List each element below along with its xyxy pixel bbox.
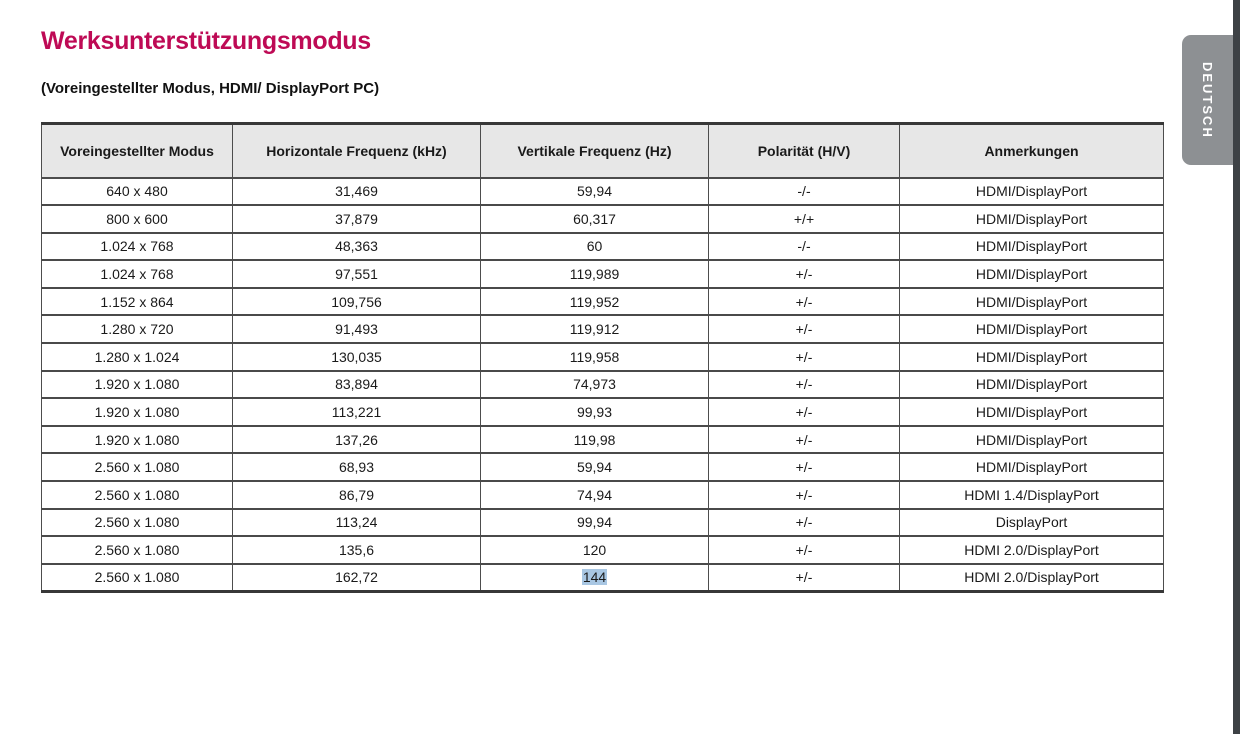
table-cell-polarity: +/- [709,371,900,399]
table-row [42,564,1164,592]
table-cell-remarks: HDMI/DisplayPort [900,205,1164,233]
table-cell-mode: 2.560 x 1.080 [42,564,233,592]
table-cell-h_freq: 113,24 [233,509,481,537]
table-cell-polarity: +/- [709,564,900,592]
table-row [42,509,1164,537]
table-cell-polarity: +/- [709,398,900,426]
table-cell-mode: 800 x 600 [42,205,233,233]
table-cell-mode: 1.920 x 1.080 [42,398,233,426]
table-cell-v_freq: 59,94 [481,178,709,206]
table-cell-v_freq: 60 [481,233,709,261]
selected-text-highlight: 144 [582,569,607,586]
support-mode-table [41,122,1164,593]
table-cell-h_freq: 109,756 [233,288,481,316]
table-cell-v_freq: 99,93 [481,398,709,426]
page-subtitle: (Voreingestellter Modus, HDMI/ DisplayPort PC) [41,80,380,97]
table-cell-h_freq: 130,035 [233,343,481,371]
table-cell-h_freq: 91,493 [233,315,481,343]
table-cell-polarity: +/- [709,453,900,481]
table-cell-remarks: HDMI/DisplayPort [900,315,1164,343]
table-cell-mode: 1.280 x 1.024 [42,343,233,371]
table-cell-polarity: +/- [709,315,900,343]
table-cell-polarity: +/+ [709,205,900,233]
table-cell-h_freq: 48,363 [233,233,481,261]
table-cell-remarks: HDMI 2.0/DisplayPort [900,564,1164,592]
language-tab[interactable] [1182,35,1233,165]
table-cell-remarks: HDMI/DisplayPort [900,288,1164,316]
table-row [42,260,1164,288]
table-cell-polarity: +/- [709,260,900,288]
table-cell-remarks: HDMI/DisplayPort [900,260,1164,288]
table-row [42,398,1164,426]
table-cell-mode: 1.152 x 864 [42,288,233,316]
table-row [42,481,1164,509]
table-cell-v_freq: 119,989 [481,260,709,288]
table-cell-h_freq: 31,469 [233,178,481,206]
table-row [42,453,1164,481]
table-cell-polarity: +/- [709,536,900,564]
table-cell-polarity: -/- [709,233,900,261]
table-cell-mode: 2.560 x 1.080 [42,509,233,537]
table-cell-remarks: HDMI/DisplayPort [900,398,1164,426]
table-cell-h_freq: 68,93 [233,453,481,481]
table-row [42,536,1164,564]
table-row [42,371,1164,399]
table-cell-remarks: HDMI/DisplayPort [900,233,1164,261]
table-cell-h_freq: 137,26 [233,426,481,454]
table-cell-h_freq: 86,79 [233,481,481,509]
table-cell-mode: 2.560 x 1.080 [42,453,233,481]
table-cell-h_freq: 83,894 [233,371,481,399]
table-cell-mode: 1.920 x 1.080 [42,371,233,399]
table-cell-h_freq: 135,6 [233,536,481,564]
table-cell-v_freq: 119,958 [481,343,709,371]
table-cell-v_freq: 119,98 [481,426,709,454]
table-cell-mode: 1.024 x 768 [42,233,233,261]
table-cell-mode: 1.024 x 768 [42,260,233,288]
table-cell-v_freq [481,564,709,592]
table-cell-v_freq: 99,94 [481,509,709,537]
table-cell-remarks: HDMI/DisplayPort [900,453,1164,481]
table-cell-v_freq: 74,94 [481,481,709,509]
table-cell-v_freq: 120 [481,536,709,564]
page-title: Werksunterstützungsmodus [41,27,371,55]
table-cell-v_freq: 59,94 [481,453,709,481]
table-row [42,205,1164,233]
table-cell-polarity: +/- [709,288,900,316]
table-cell-mode: 1.280 x 720 [42,315,233,343]
column-header-polarity: Polarität (H/V) [709,124,900,178]
table-row [42,343,1164,371]
table-cell-mode: 2.560 x 1.080 [42,536,233,564]
table-cell-polarity: +/- [709,509,900,537]
scrollbar-track[interactable] [1233,0,1240,734]
table-cell-h_freq: 162,72 [233,564,481,592]
table-cell-mode: 2.560 x 1.080 [42,481,233,509]
table-cell-remarks: HDMI/DisplayPort [900,343,1164,371]
table-cell-v_freq: 60,317 [481,205,709,233]
column-header-remarks: Anmerkungen [900,124,1164,178]
table-row [42,178,1164,206]
table-cell-mode: 640 x 480 [42,178,233,206]
table-header-row [42,124,1164,178]
table-row [42,288,1164,316]
table-row [42,426,1164,454]
column-header-mode: Voreingestellter Modus [42,124,233,178]
table-cell-h_freq: 97,551 [233,260,481,288]
table-cell-polarity: +/- [709,481,900,509]
table-cell-polarity: +/- [709,343,900,371]
table-cell-h_freq: 37,879 [233,205,481,233]
column-header-v-freq: Vertikale Frequenz (Hz) [481,124,709,178]
table-cell-v_freq: 74,973 [481,371,709,399]
language-tab-label: DEUTSCH [1200,61,1215,139]
table-cell-v_freq: 119,952 [481,288,709,316]
table-cell-remarks: HDMI/DisplayPort [900,371,1164,399]
table-cell-remarks: HDMI/DisplayPort [900,426,1164,454]
table-cell-polarity: -/- [709,178,900,206]
table-row [42,233,1164,261]
table-cell-remarks: HDMI/DisplayPort [900,178,1164,206]
table-cell-remarks: DisplayPort [900,509,1164,537]
table-cell-polarity: +/- [709,426,900,454]
column-header-h-freq: Horizontale Frequenz (kHz) [233,124,481,178]
table-body [42,178,1164,592]
table-cell-remarks: HDMI 2.0/DisplayPort [900,536,1164,564]
table-row [42,315,1164,343]
table-cell-mode: 1.920 x 1.080 [42,426,233,454]
table-cell-h_freq: 113,221 [233,398,481,426]
table-cell-v_freq: 119,912 [481,315,709,343]
table-cell-remarks: HDMI 1.4/DisplayPort [900,481,1164,509]
